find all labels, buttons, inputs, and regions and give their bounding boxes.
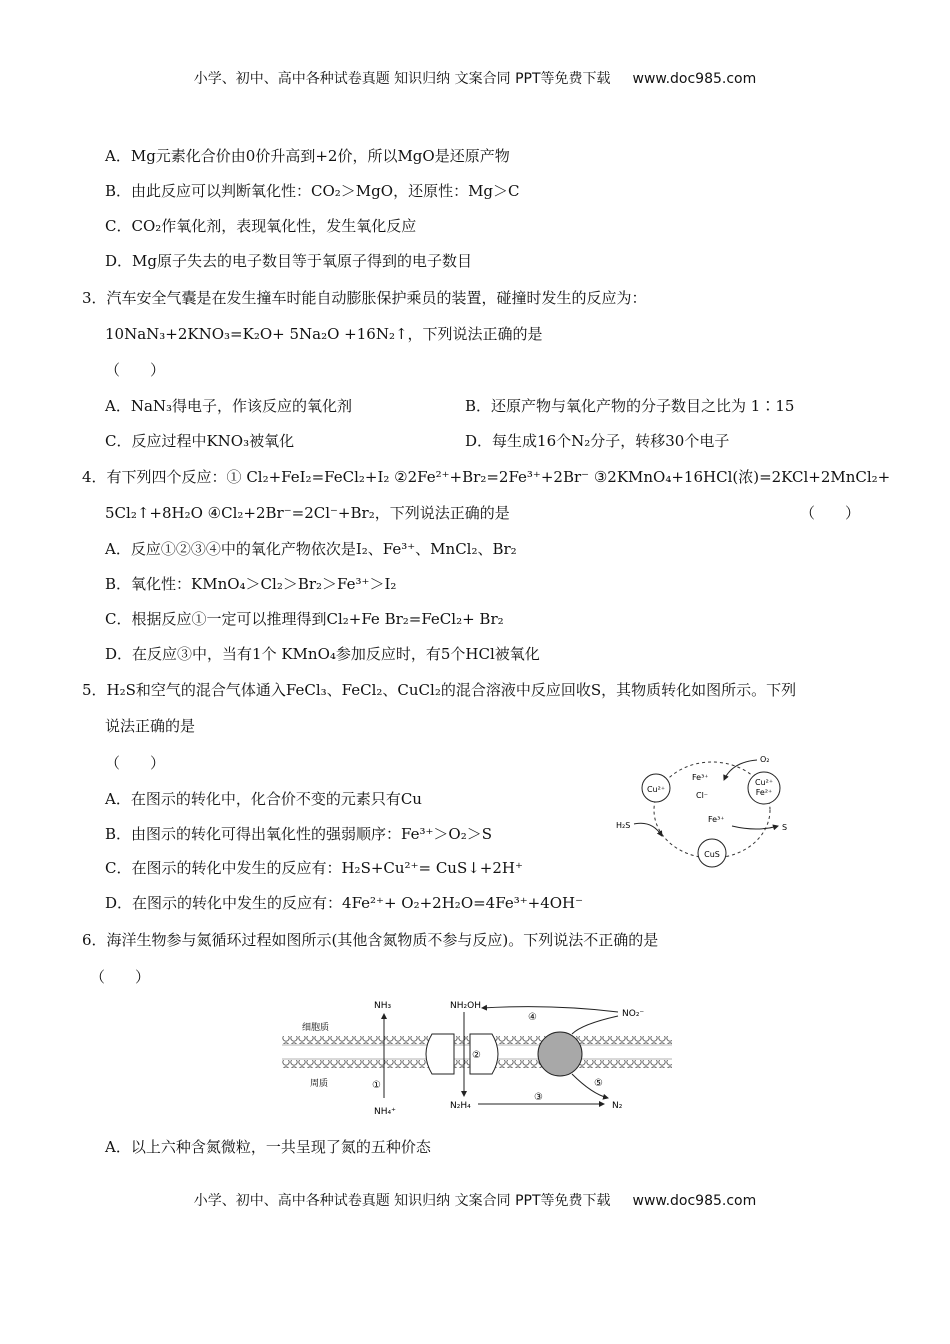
q6-nitrogen-cycle-diagram — [282, 994, 672, 1116]
q5-option-a: A．在图示的转化中，化合价不变的元素只有Cu — [105, 790, 422, 808]
q5-option-c: C．在图示的转化中发生的反应有：H₂S+Cu²⁺= CuS↓+2H⁺ — [105, 859, 523, 877]
q5-stem-continued: 说法正确的是 — [105, 717, 196, 735]
step-2-label: ② — [472, 1050, 481, 1061]
q2-option-d: D．Mg原子失去的电子数目等于氧原子得到的电子数目 — [105, 252, 472, 270]
q2-option-c: C．CO₂作氧化剂，表现氧化性，发生氧化反应 — [105, 217, 417, 235]
q5-option-d: D．在图示的转化中发生的反应有：4Fe²⁺+ O₂+2H₂O=4Fe³⁺+4OH⁻ — [105, 894, 584, 912]
footer-site[interactable]: www.doc985.com — [632, 1193, 757, 1209]
q5-option-b: B．由图示的转化可得出氧化性的强弱顺序：Fe³⁺＞O₂＞S — [105, 825, 493, 843]
page-header — [0, 68, 950, 88]
q3-option-d: D．每生成16个N₂分子，转移30个电子 — [465, 432, 730, 450]
q2-option-b: B．由此反应可以判断氧化性：CO₂＞MgO，还原性：Mg＞C — [105, 182, 520, 200]
s-arrow — [732, 826, 778, 829]
q6-answer-paren: （ ） — [90, 968, 151, 986]
q4-option-a: A．反应①②③④中的氧化产物依次是I₂、Fe³⁺、MnCl₂、Br₂ — [105, 540, 517, 558]
cytoplasm-label: 细胞质 — [302, 1023, 330, 1033]
step-4-label: ④ — [528, 1012, 537, 1023]
cu-fe-label-2: Fe²⁺ — [755, 788, 773, 797]
q4-option-b: B．氧化性：KMnO₄＞Cl₂＞Br₂＞Fe³⁺＞I₂ — [105, 575, 397, 593]
q5-cycle-diagram — [612, 750, 812, 870]
q4-option-d: D．在反应③中，当有1个 KMnO₄参加反应时，有5个HCl被氧化 — [105, 645, 540, 663]
step-3-label: ③ — [534, 1092, 543, 1103]
fe3-bottom-label: Fe³⁺ — [708, 815, 725, 824]
cu-fe-label-1: Cu²⁺ — [754, 778, 774, 787]
enzyme-sphere — [538, 1032, 582, 1076]
h2s-arrow — [634, 823, 662, 836]
header-site[interactable]: www.doc985.com — [632, 71, 757, 87]
q5-answer-paren: （ ） — [105, 754, 166, 772]
q2-option-a: A．Mg元素化合价由0价升高到+2价，所以MgO是还原产物 — [105, 147, 510, 165]
q3-option-a: A．NaN₃得电子，作该反应的氧化剂 — [105, 397, 353, 415]
page-footer — [0, 1190, 950, 1210]
q3-option-c: C．反应过程中KNO₃被氧化 — [105, 432, 295, 450]
cus-label: CuS — [704, 850, 720, 859]
step-1-label: ① — [372, 1080, 381, 1091]
periplasm-label: 周质 — [310, 1079, 329, 1089]
cu2-label: Cu²⁺ — [646, 785, 666, 794]
nh2oh-label: NH₂OH — [450, 1001, 481, 1011]
step-5-label: ⑤ — [594, 1078, 603, 1089]
q4-stem-continued: 5Cl₂↑+8H₂O ④Cl₂+2Br⁻=2Cl⁻+Br₂，下列说法正确的是 — [105, 504, 510, 522]
q3-stem: 3．汽车安全气囊是在发生撞车时能自动膨胀保护乘员的装置，碰撞时发生的反应为： — [82, 289, 647, 307]
q3-option-b: B．还原产物与氧化产物的分子数目之比为 1∶15 — [465, 397, 795, 415]
s-label: S — [782, 823, 788, 832]
q3-answer-paren: （ ） — [105, 361, 166, 379]
fe3-top-label: Fe³⁺ — [692, 773, 709, 782]
footer-text: 小学、初中、高中各种试卷真题 知识归纳 文案合同 PPT等免费下载 — [193, 1193, 611, 1209]
nh3-label: NH₃ — [374, 1001, 392, 1011]
q5-stem: 5．H₂S和空气的混合气体通入FeCl₃、FeCl₂、CuCl₂的混合溶液中反应回收S，其物质转化如图所示。下列 — [82, 681, 797, 699]
q4-option-c: C．根据反应①一定可以推理得到Cl₂+Fe Br₂=FeCl₂+ Br₂ — [105, 610, 504, 628]
q4-stem: 4．有下列四个反应：① Cl₂+FeI₂=FeCl₂+I₂ ②2Fe²⁺+Br₂=2Fe³⁺+2Br⁻ ③2KMnO₄+16HCl(浓)=2KCl+2MnCl₂+ — [82, 468, 891, 486]
h2s-label: H₂S — [616, 821, 631, 830]
n2-label: N₂ — [612, 1101, 623, 1111]
q6-option-a: A．以上六种含氮微粒，一共呈现了氮的五种价态 — [105, 1138, 431, 1156]
q3-equation: 10NaN₃+2KNO₃=K₂O+ 5Na₂O +16N₂↑，下列说法正确的是 — [105, 325, 543, 343]
o2-label: O₂ — [760, 755, 770, 764]
no2-label: NO₂⁻ — [622, 1009, 645, 1019]
protein-left — [426, 1034, 454, 1074]
nh4-label: NH₄⁺ — [374, 1107, 396, 1116]
q6-stem: 6．海洋生物参与氮循环过程如图所示(其他含氮物质不参与反应)。下列说法不正确的是 — [82, 931, 659, 949]
header-text: 小学、初中、高中各种试卷真题 知识归纳 文案合同 PPT等免费下载 — [193, 71, 611, 87]
n2h4-label: N₂H₄ — [450, 1101, 471, 1111]
q4-answer-paren: （ ） — [800, 504, 861, 522]
cl-label: Cl⁻ — [696, 791, 709, 800]
